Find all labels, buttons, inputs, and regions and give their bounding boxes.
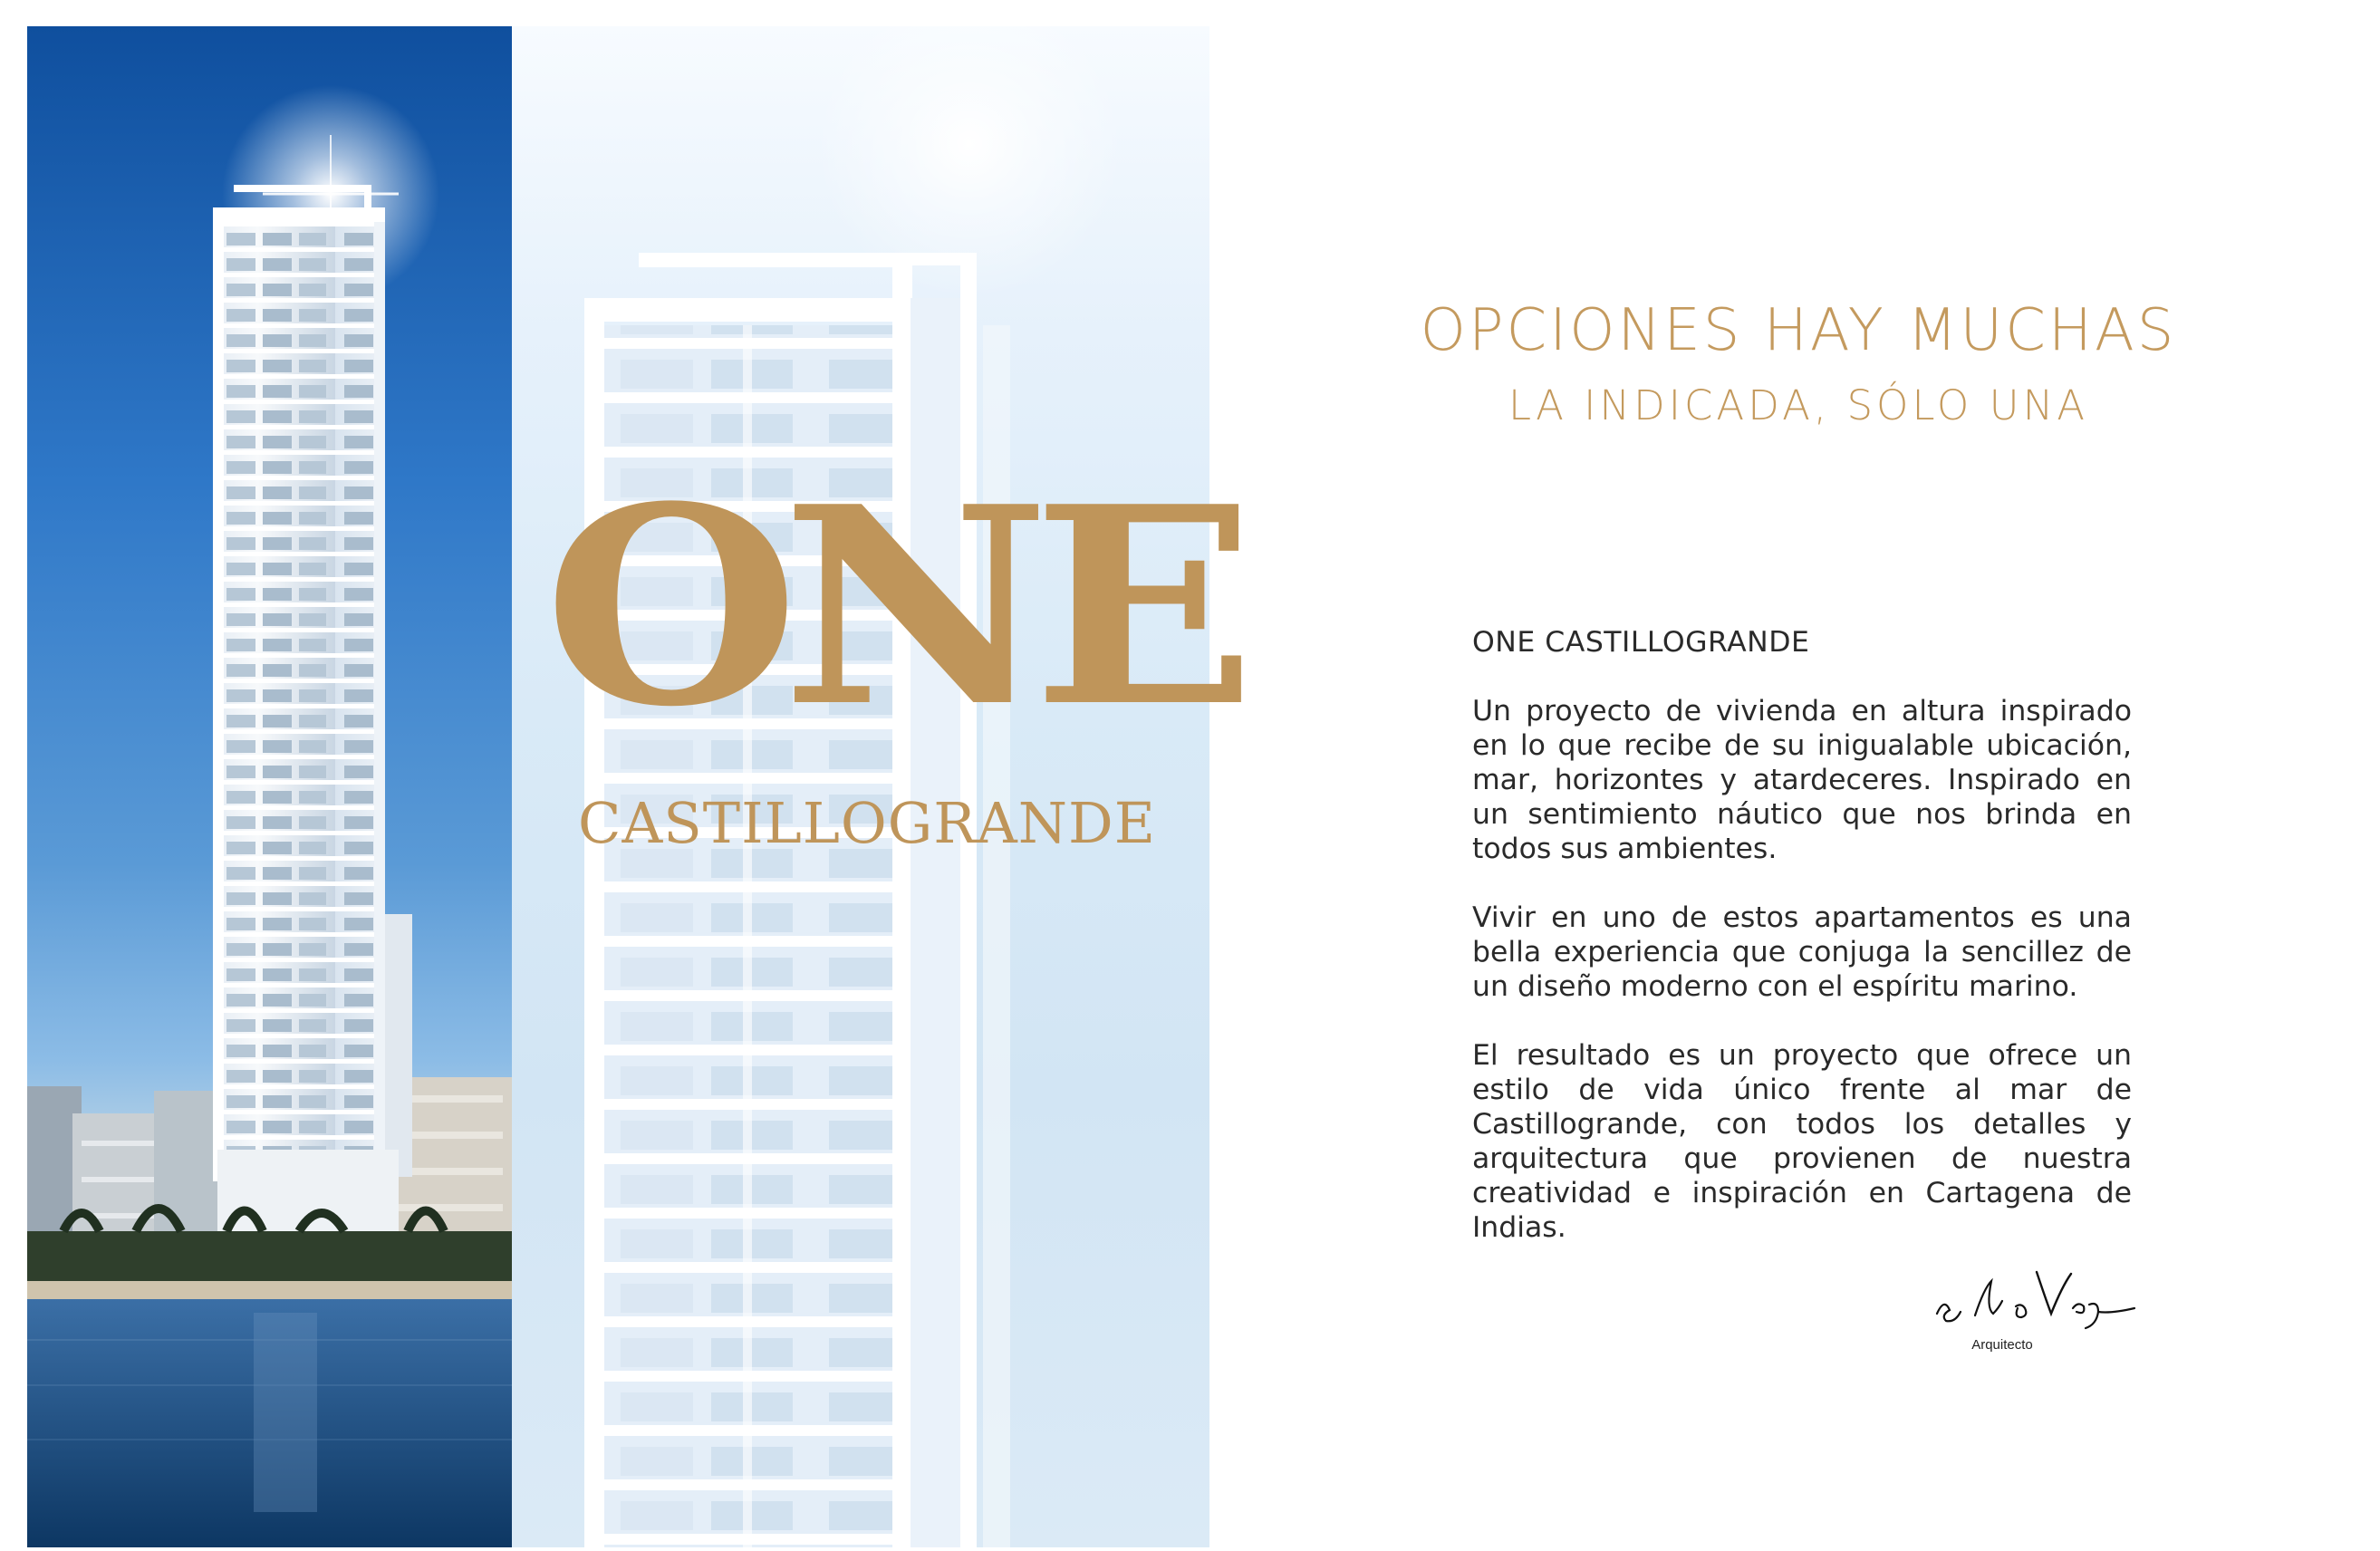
tower-closeup-image	[512, 26, 1209, 1547]
body-intro: ONE CASTILLOGRANDE	[1472, 626, 1810, 659]
tower-photo	[27, 26, 512, 1547]
tower-closeup-illustration	[512, 26, 1209, 1547]
signature-mark	[1921, 1250, 2138, 1350]
headline-line-1: OPCIONES HAY MUCHAS	[1420, 297, 2177, 364]
headline-line-2: LA INDICADA, SÓLO UNA	[1508, 381, 2089, 429]
body-paragraph: Un proyecto de vivienda en altura inspirado en lo que recibe de su inigualable ubicación, mar, horizontes y atardeceres. Inspirado en un sentimiento náutico que nos brinda en todos sus ambientes.	[1472, 695, 2132, 865]
brand-logo-one: ONE	[544, 447, 1239, 766]
body-copy	[1472, 625, 2132, 1279]
brand-logo-castillogrande: CASTILLOGRANDE	[578, 790, 1156, 856]
tower-photo-illustration	[27, 26, 512, 1547]
headline	[1413, 297, 2183, 429]
body-paragraph: El resultado es un proyecto que ofrece un estilo de vida único frente al mar de Castillogrande, con todos los detalles y arquitectura que provienen de nuestra creatividad e inspiración en Cartagena de Indias.	[1472, 1039, 2132, 1244]
signature-caption: Arquitecto	[1971, 1337, 2033, 1353]
body-paragraph: Vivir en uno de estos apartamentos es una bella experiencia que conjuga la sencillez de un diseño moderno con el espíritu marino.	[1472, 901, 2132, 1003]
architect-signature	[1921, 1250, 2138, 1350]
